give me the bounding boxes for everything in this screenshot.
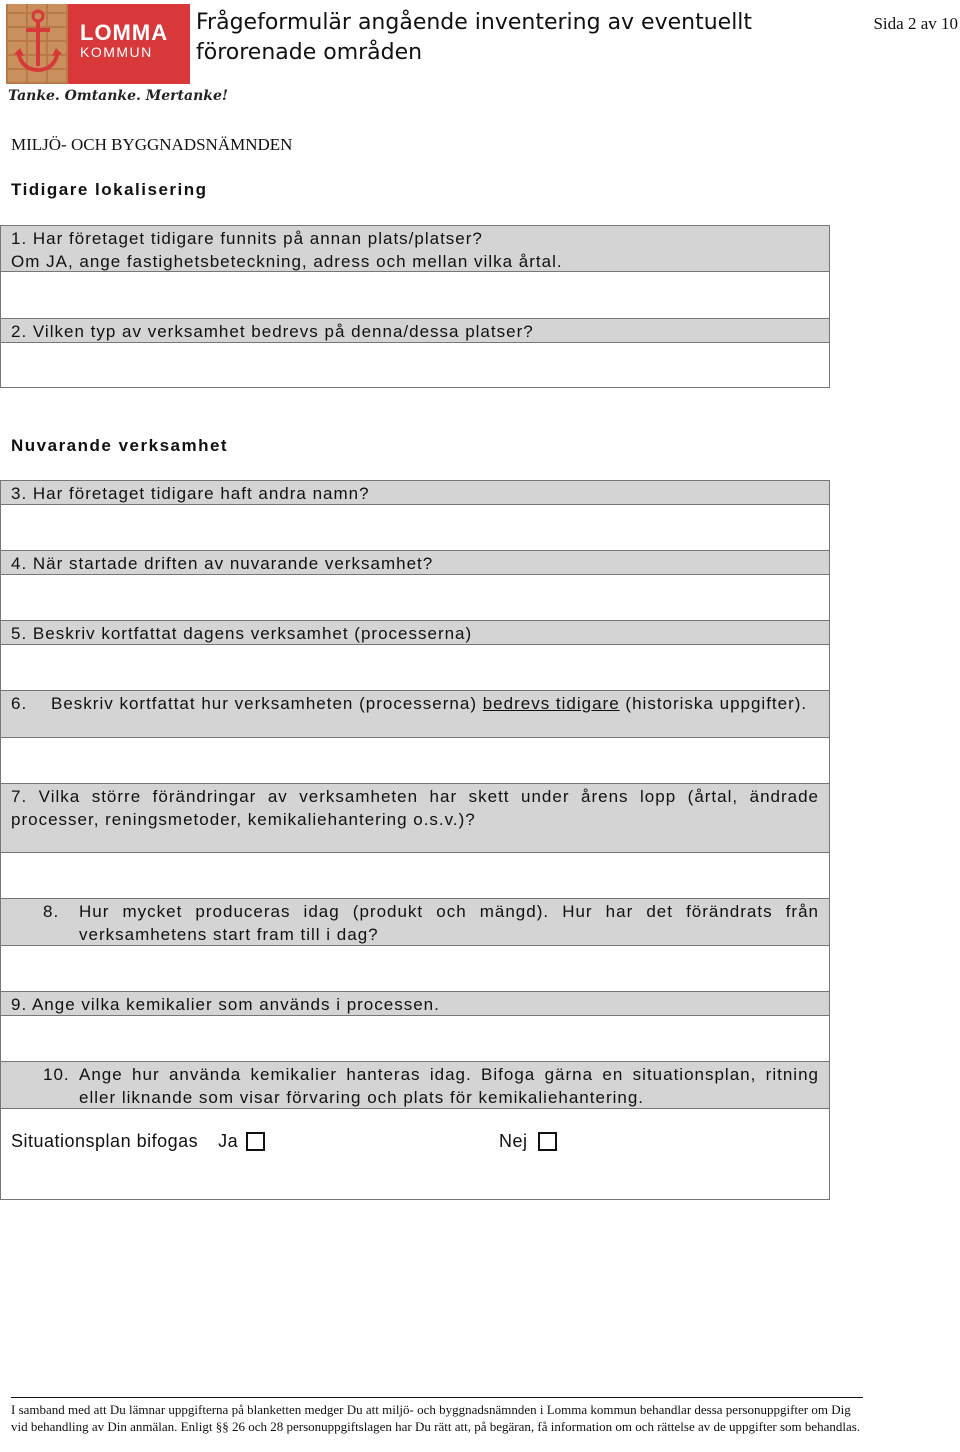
- situation-plan-yes-label: Ja: [218, 1131, 239, 1151]
- document-title: Frågeformulär angående inventering av eventuellt förorenade områden: [196, 10, 753, 65]
- answer-8-field[interactable]: [0, 946, 830, 992]
- answer-6-field[interactable]: [0, 738, 830, 784]
- answer-7-field[interactable]: [0, 853, 830, 899]
- answer-1-field[interactable]: [0, 272, 830, 319]
- situation-plan-no-checkbox[interactable]: [538, 1132, 557, 1151]
- situation-plan-no-label: Nej: [499, 1131, 528, 1151]
- page-number: Sida 2 av 10: [873, 14, 958, 33]
- question-5-text: 5. Beskriv kortfattat dagens verksamhet (processerna): [11, 624, 473, 643]
- section-heading-current-business: Nuvarande verksamhet: [11, 436, 229, 455]
- question-8-text: Hur mycket produceras idag (produkt och mängd). Hur har det förändrats från verksamhetens start fram till i dag?: [79, 902, 819, 944]
- question-8-number: 8.: [43, 902, 60, 921]
- question-4-text: 4. När startade driften av nuvarande verksamhet?: [11, 554, 434, 573]
- question-2: [0, 318, 830, 343]
- situation-plan-label: Situationsplan bifogas: [11, 1131, 199, 1151]
- board-name: MILJÖ- OCH BYGGNADSNÄMNDEN: [11, 135, 293, 154]
- anchor-icon: [12, 8, 64, 78]
- question-9-text: 9. Ange vilka kemikalier som används i processen.: [11, 995, 440, 1014]
- question-3: [0, 480, 830, 505]
- logo-slogan: Tanke. Omtanke. Mertanke!: [8, 88, 229, 104]
- logo-name-lomma: LOMMA: [80, 20, 169, 45]
- question-6-text-post: (historiska uppgifter).: [625, 694, 808, 713]
- question-10: [0, 1061, 830, 1109]
- question-7-text: 7. Vilka större förändringar av verksamheten har skett under årens lopp (årtal, ändrade processer, reningsmetoder, kemikaliehantering o.s.v.)?: [11, 787, 819, 829]
- answer-4-field[interactable]: [0, 575, 830, 621]
- answer-3-field[interactable]: [0, 505, 830, 551]
- question-6-text-pre: Beskriv kortfattat hur verksamheten (processerna): [51, 694, 477, 713]
- question-6: [0, 690, 830, 738]
- question-1: [0, 225, 830, 272]
- answer-10-field[interactable]: [0, 1109, 830, 1200]
- question-1-line1: 1. Har företaget tidigare funnits på annan plats/platser?: [11, 229, 483, 248]
- logo-name-kommun: KOMMUN: [80, 44, 153, 60]
- answer-2-field[interactable]: [0, 343, 830, 388]
- question-8: [0, 898, 830, 946]
- question-10-text: Ange hur använda kemikalier hanteras idag. Bifoga gärna en situationsplan, ritning eller liknande som visar förvaring och plats för kemikaliehantering.: [79, 1065, 819, 1107]
- question-6-text: [51, 692, 819, 715]
- footer-privacy-notice: I samband med att Du lämnar uppgifterna på blanketten medger Du att miljö- och byggnadsnämnden i Lomma kommun behandlar dessa personuppgifter om Dig vid behandling av Din anmälan. Enligt §§ 26 och 28 personuppgiftslagen har Du rätt att, på begäran, få information om och rättelse av de uppgifter som behandlas.: [11, 1402, 861, 1434]
- logo-box: [6, 4, 190, 84]
- answer-9-field[interactable]: [0, 1016, 830, 1062]
- question-1-line2: Om JA, ange fastighetsbeteckning, adress och mellan vilka årtal.: [11, 252, 563, 271]
- question-3-text: 3. Har företaget tidigare haft andra namn?: [11, 484, 370, 503]
- situation-plan-no-row: [499, 1131, 557, 1152]
- question-9: [0, 991, 830, 1016]
- question-2-text: 2. Vilken typ av verksamhet bedrevs på denna/dessa platser?: [11, 322, 534, 341]
- situation-plan-row: [11, 1131, 265, 1152]
- question-10-number: 10.: [43, 1065, 70, 1084]
- question-4: [0, 550, 830, 575]
- footer-divider: [11, 1397, 863, 1398]
- situation-plan-yes-checkbox[interactable]: [246, 1132, 265, 1151]
- question-6-number: 6.: [11, 694, 28, 713]
- section-heading-previous-location: Tidigare lokalisering: [11, 180, 208, 199]
- answer-5-field[interactable]: [0, 645, 830, 691]
- question-7: [0, 783, 830, 853]
- municipality-logo: [6, 4, 229, 108]
- question-6-text-underlined: bedrevs tidigare: [482, 694, 620, 713]
- question-5: [0, 620, 830, 645]
